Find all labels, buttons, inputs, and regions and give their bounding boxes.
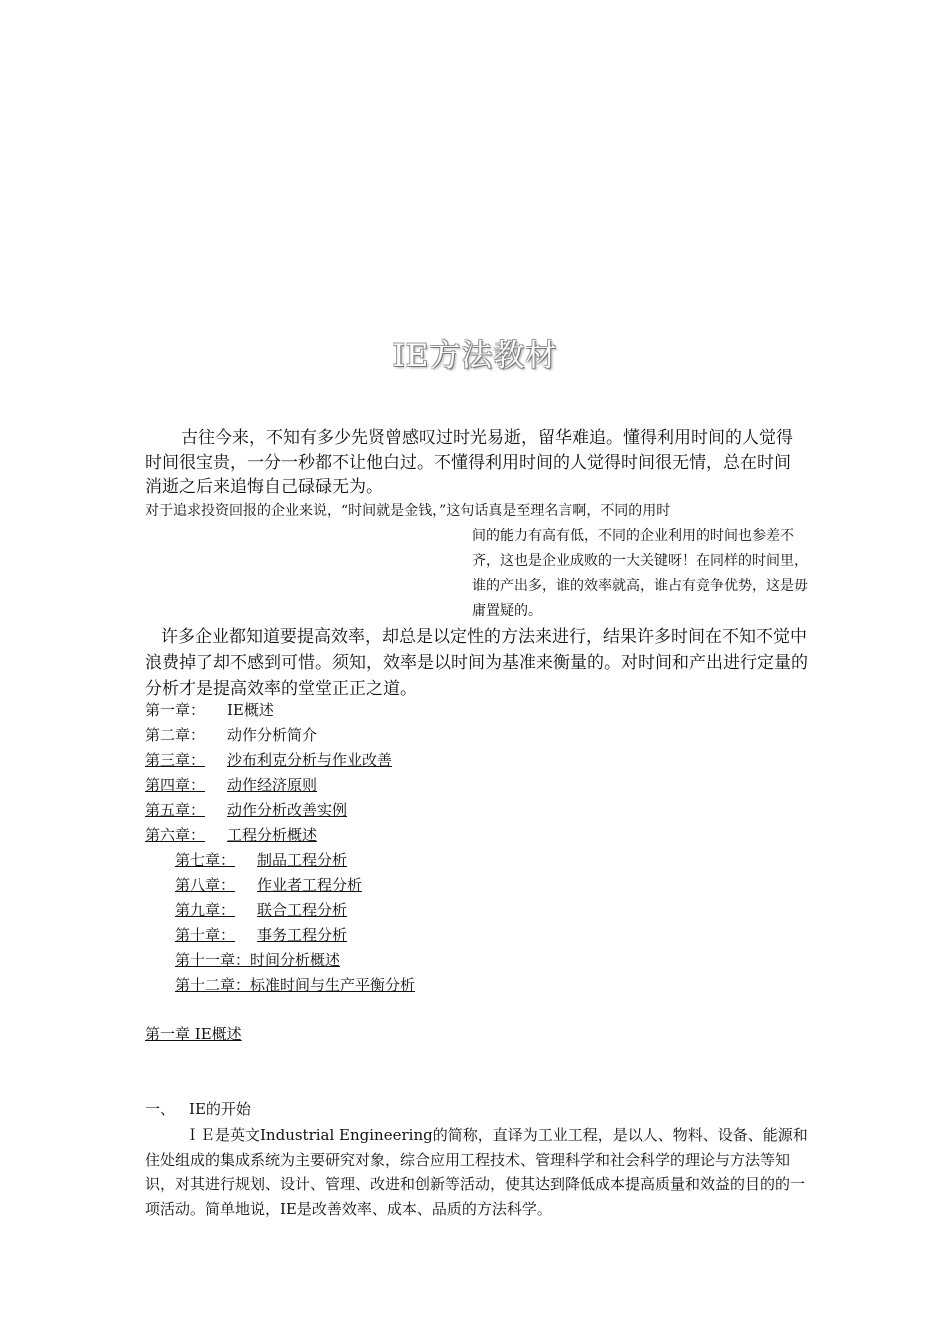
- quote-line: 对于追求投资回报的企业来说，“时间就是金钱，”这句话真是至理名言啊，不同的用时: [145, 503, 671, 519]
- toc-link-9[interactable]: [145, 898, 645, 923]
- toc-link-11[interactable]: [145, 948, 645, 973]
- toc-item-number: 第三章：: [145, 751, 206, 769]
- toc-item-number: 第九章：: [175, 901, 236, 919]
- toc-link-8[interactable]: [145, 873, 645, 898]
- toc-item-title: 制品工程分析: [257, 851, 348, 869]
- toc-item-number: 第四章：: [145, 776, 206, 794]
- section-number: 一、: [145, 1100, 176, 1118]
- toc-item-number: 第一章：: [145, 701, 206, 719]
- toc-link-10[interactable]: [145, 923, 645, 948]
- toc-item-number: 第二章：: [145, 726, 206, 744]
- toc-item-number: 第七章：: [175, 851, 236, 869]
- toc-item-title: IE概述: [227, 701, 274, 719]
- efficiency-text: 许多企业都知道要提高效率，却总是以定性的方法来进行，结果许多时间在不知不觉中浪费掉了却不感到可惜。须知，效率是以时间为基准来衡量的。对时间和产出进行定量的分析才是提高效率的堂堂正正之道。: [145, 627, 808, 699]
- toc-item-title: 动作经济原则: [227, 776, 318, 794]
- toc-item-title: 动作分析简介: [227, 726, 318, 744]
- toc-item-title: 作业者工程分析: [257, 876, 363, 894]
- toc-item-title: 事务工程分析: [257, 926, 348, 944]
- chapter-heading-link[interactable]: 第一章 IE概述: [145, 1025, 242, 1043]
- toc-item-number: 第五章：: [145, 801, 206, 819]
- toc-item-number: 第六章：: [145, 826, 206, 844]
- section-heading: [145, 1098, 251, 1119]
- toc-item-title: 时间分析概述: [250, 951, 341, 969]
- intro-text: 古往今来，不知有多少先贤曾感叹过时光易逝，留华难追。懂得利用时间的人觉得时间很宝贵，一分一秒都不让他白过。不懂得利用时间的人觉得时间很无情，总在时间消逝之后来追悔自己碌碌无为。: [145, 428, 793, 497]
- toc-item-number: 第十一章：: [175, 951, 251, 969]
- quote-block: 间的能力有高有低，不同的企业利用的时间也参差不齐，这也是企业成败的一大关键呀！在同样的时间里，谁的产出多，谁的效率就高，谁占有竞争优势，这是毋庸置疑的。: [472, 528, 808, 619]
- toc-item-title: 联合工程分析: [257, 901, 348, 919]
- section-title: IE的开始: [189, 1100, 251, 1118]
- ie-definition-paragraph: [145, 1123, 810, 1221]
- toc-item-number: 第十二章：: [175, 976, 251, 994]
- toc-item-1: [145, 698, 645, 723]
- toc-link-4[interactable]: [145, 773, 645, 798]
- toc-link-5[interactable]: [145, 798, 645, 823]
- toc-link-7[interactable]: [145, 848, 645, 873]
- toc-item-title: 沙布利克分析与作业改善: [227, 751, 393, 769]
- intro-paragraph: [145, 426, 805, 500]
- efficiency-paragraph: [145, 624, 810, 702]
- document-title: IE方法教材: [392, 338, 558, 374]
- toc-item-title: 工程分析概述: [227, 826, 318, 844]
- toc-item-title: 动作分析改善实例: [227, 801, 348, 819]
- table-of-contents: [145, 698, 645, 998]
- toc-item-number: 第八章：: [175, 876, 236, 894]
- toc-item-title: 标准时间与生产平衡分析: [250, 976, 416, 994]
- toc-link-3[interactable]: [145, 748, 645, 773]
- ie-definition-text: ＩＥ是英文Industrial Engineering的简称，直译为工业工程，是以人、物料、设备、能源和住处组成的集成系统为主要研究对象，综合应用工程技术、管理科学和社会科学的理论与方法等知识，对其进行规划、设计、管理、改进和创新等活动，使其达到降低成本提高质量和效益的目的的一项活动。简单地说，IE是改善效率、成本、品质的方法科学。: [145, 1126, 808, 1218]
- toc-item-number: 第十章：: [175, 926, 236, 944]
- toc-link-6[interactable]: [145, 823, 645, 848]
- toc-link-12[interactable]: [145, 973, 645, 998]
- toc-item-2: [145, 723, 645, 748]
